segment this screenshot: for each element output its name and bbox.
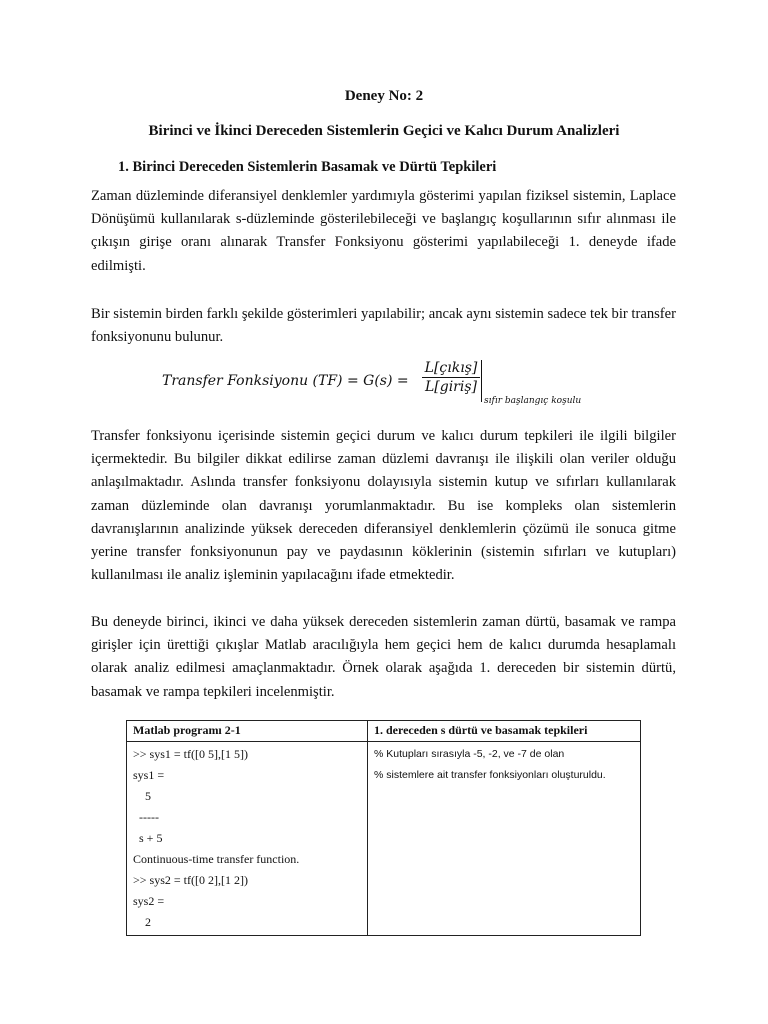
formula-subscript: sıfır başlangıç koşulu — [484, 396, 582, 406]
code-line: sys1 = — [133, 768, 165, 782]
document-subtitle: Birinci ve İkinci Dereceden Sistemlerin Geçici ve Kalıcı Durum Analizleri — [148, 123, 620, 139]
table-header-description: 1. dereceden s dürtü ve basamak tepkileri — [368, 721, 641, 742]
formula-lhs: Transfer Fonksiyonu (TF) = G(s) = — [162, 373, 409, 389]
code-line: s + 5 — [133, 831, 163, 845]
matlab-program-table — [126, 720, 641, 936]
code-line: 5 — [133, 789, 151, 803]
section-heading: 1. Birinci Dereceden Sistemlerin Basamak ve Dürtü Tepkileri — [118, 159, 497, 175]
paragraph-2: Bir sistemin birden farklı şekilde gösterimleri yapılabilir; ancak aynı sistemin sadece tek bir transfer fonksiyonunu bulunur. — [91, 306, 676, 346]
paragraph-1: Zaman düzleminde diferansiyel denklemler yardımıyla gösterimi yapılan fiziksel sistemin, Laplace Dönüşümü kullanılarak s-düzleminde gösterilebileceği ve başlangıç koşullarının sıfır alınması ile çıkışın girişe oranı alınarak Transfer Fonksiyonu gösterimi yapılabileceği 1. deneyde ifade edilmişti. — [91, 188, 676, 274]
code-line: >> sys1 = tf([0 5],[1 5]) — [133, 747, 248, 761]
note-line: % Kutupları sırasıyla -5, -2, ve -7 de olan — [374, 748, 565, 760]
matlab-code-cell — [127, 742, 368, 936]
table-header-program: Matlab programı 2-1 — [127, 721, 368, 742]
notes-cell — [368, 742, 641, 936]
formula-numerator: L[çıkış] — [422, 360, 480, 378]
note-line: % sistemlere ait transfer fonksiyonları oluşturuldu. — [374, 769, 606, 781]
formula-denominator: L[giriş] — [424, 379, 477, 395]
document-title: Deney No: 2 — [344, 88, 424, 104]
code-line: ----- — [133, 810, 159, 824]
formula-evaluation-bar — [481, 360, 482, 402]
code-line: sys2 = — [133, 894, 165, 908]
table-header-row — [127, 721, 641, 742]
formula-fraction — [422, 360, 480, 395]
paragraph-3: Transfer fonksiyonu içerisinde sistemin geçici durum ve kalıcı durum tepkileri ile ilgili bilgiler içermektedir. Bu bilgiler dikkat edilirse zaman düzlemi davranışı ile ilişkili olan veriler olduğu anlaşılmaktadır. Aslında transfer fonksiyonu dolayısıyla sistemin kutup ve sıfırları kullanılarak zaman düzleminde olan davranışı yorumlanmaktadır. Bu ise kompleks olan sistemlerin davranışlarının analizinde yüksek dereceden diferansiyel denklemlerin çözümü ile sonuca gitme yerine transfer fonksiyonunun pay ve paydasının köklerinin (sistemin sıfırları ve kutupları) kullanılması ile analiz işleminin yapılacağını ifade etmektedir. — [91, 428, 676, 584]
table-body-row — [127, 742, 641, 936]
paragraph-4: Bu deneyde birinci, ikinci ve daha yüksek dereceden sistemlerin zaman dürtü, basamak ve rampa girişler için ürettiği çıkışlar Matlab aracılığıyla hem geçici hem de kalıcı durumda hesaplamalı olarak analiz edilmesi amaçlanmaktadır. Örnek olarak aşağıda 1. dereceden bir sistemin dürtü, basamak ve rampa tepkileri incelenmiştir. — [91, 614, 676, 700]
code-line: >> sys2 = tf([0 2],[1 2]) — [133, 873, 248, 887]
code-line: 2 — [133, 915, 151, 929]
transfer-function-formula — [160, 358, 640, 408]
code-line: Continuous-time transfer function. — [133, 852, 300, 866]
